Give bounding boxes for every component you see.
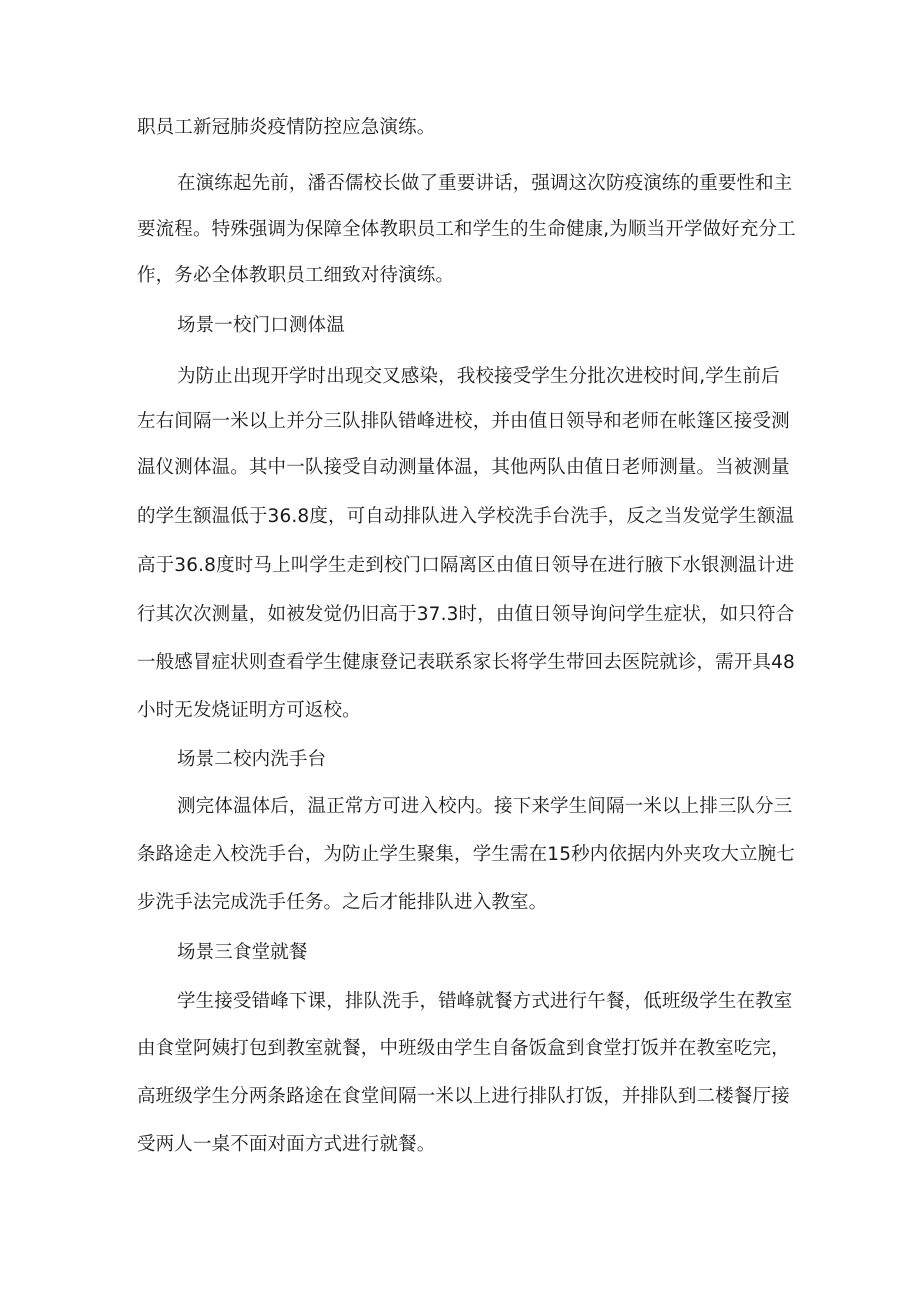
paragraph-line: 为防止出现开学时出现交叉感染，我校接受学生分批次进校时间,学生前后 [177,366,780,387]
paragraph-line: 要流程。特殊强调为保障全体教职员工和学生的生命健康,为顺当开学做好充分工 [137,219,796,240]
paragraph-line: 在演练起先前，潘否儒校长做了重要讲话，强调这次防疫演练的重要性和主 [177,173,793,194]
paragraph-line: 高班级学生分两条路途在食堂间隔一米以上进行排队打饭，并排队到二楼餐厅接 [137,1086,790,1107]
paragraph-line: 左右间隔一米以上并分三队排队错峰进校，并由值日领导和老师在帐篷区接受测 [137,411,790,432]
paragraph-line: 的学生额温低于36.8度，可自动排队进入学校洗手台洗手，反之当发觉学生额温 [137,506,795,527]
paragraph-line: 一般感冒症状则查看学生健康登记表联系家长将学生带回去医院就诊，需开具48 [137,652,795,673]
paragraph-line: 由食堂阿姨打包到教室就餐，中班级由学生自备饭盒到食堂打饭并在教室吃完， [137,1038,790,1059]
section-heading-2: 场景二校内洗手台 [177,749,327,770]
paragraph-line: 学生接受错峰下课，排队洗手，错峰就餐方式进行午餐，低班级学生在教室 [177,991,793,1012]
paragraph-line: 作，务必全体教职员工细致对待演练。 [137,265,455,286]
paragraph-line: 条路途走入校洗手台，为防止学生聚集，学生需在15秒内依据内外夹攻大立腕七 [137,844,795,865]
paragraph-line: 步洗手法完成洗手任务。之后才能排队进入教室。 [137,892,548,913]
paragraph-line: 高于36.8度时马上叫学生走到校门口隔离区由值日领导在进行腋下水银测温计进 [137,555,795,576]
paragraph-line: 小时无发烧证明方可返校。 [137,700,361,721]
paragraph-line: 职员工新冠肺炎疫情防控应急演练。 [137,117,436,138]
section-heading-3: 场景三食堂就餐 [177,942,308,963]
paragraph-line: 温仪测体温。其中一队接受自动测量体温，其他两队由值日老师测量。当被测量 [137,457,790,478]
paragraph-line: 受两人一桌不面对面方式进行就餐。 [137,1134,436,1155]
paragraph-line: 行其次次测量，如被发觉仍旧高于37.3时，由值日领导询问学生症状，如只符合 [137,604,795,625]
paragraph-line: 测完体温体后，温正常方可进入校内。接下来学生间隔一米以上排三队分三 [177,796,793,817]
section-heading-1: 场景一校门口测体温 [177,315,345,336]
